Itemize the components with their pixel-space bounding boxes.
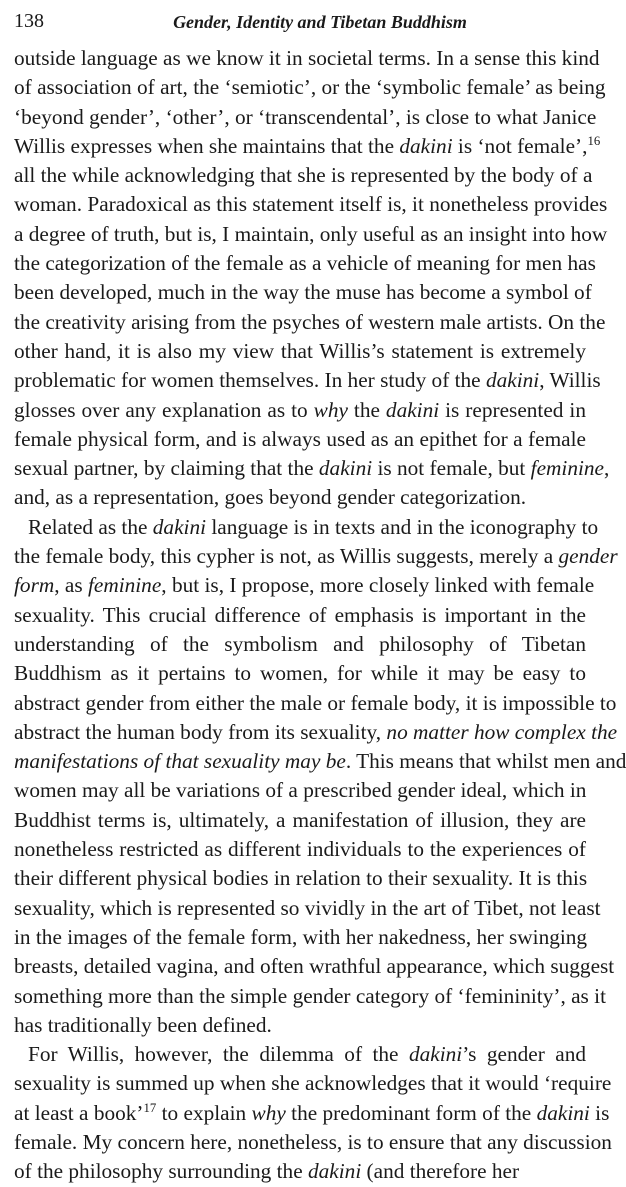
text-run: the creativity arising from the psyches of western male artists. On the: [14, 309, 606, 334]
text-run: breasts, detailed vagina, and often wrathful appearance, which suggest: [14, 954, 615, 979]
text-line: [14, 308, 606, 337]
text-line: [14, 1157, 586, 1186]
text-run: the: [347, 397, 386, 422]
text-run: dakini: [408, 1042, 463, 1067]
text-run: been developed, much in the way the muse has become a symbol of: [14, 280, 592, 305]
text-run: something more than the simple gender category of ‘femininity’, as it: [14, 983, 607, 1008]
text-line: [14, 73, 606, 102]
text-line: [14, 1069, 612, 1098]
text-run: and, as a representation, goes beyond gender categorization.: [14, 485, 527, 510]
text-run: nonetheless restricted as different individuals to the experiences of: [14, 837, 586, 862]
text-run: is ‘not female’,: [452, 133, 588, 158]
text-line: [14, 483, 586, 512]
text-line: [14, 454, 610, 483]
text-run: , as: [54, 573, 88, 598]
text-run: ,: [604, 456, 610, 481]
text-run: feminine: [530, 456, 604, 481]
text-run: sexuality is summed up when she acknowledges that it would ‘require: [14, 1071, 612, 1096]
text-line: [14, 952, 615, 981]
text-run: glosses over any explanation as to: [14, 397, 314, 422]
text-run: dakini: [485, 368, 540, 393]
text-run: sexuality, which is represented so vividly in the art of Tibet, not least: [14, 895, 601, 920]
text-run: , but is, I propose, more closely linked with female: [161, 573, 595, 598]
text-run: women may all be variations of a prescribed gender ideal, which in: [14, 778, 587, 803]
text-run: abstract the human body from its sexuality,: [14, 719, 387, 744]
page-header: [14, 10, 586, 38]
text-run: dakini: [399, 133, 453, 158]
text-run: in the images of the female form, with her nakedness, her swinging: [14, 924, 588, 949]
text-line: [14, 1011, 586, 1040]
text-run: other hand, it is also my view that Willis’s statement is extremely: [14, 338, 586, 363]
text-line: [14, 571, 595, 600]
text-line: [14, 776, 586, 805]
text-run: to explain: [156, 1100, 252, 1125]
text-line: [14, 337, 586, 366]
text-run: of association of art, the ‘semiotic’, or the ‘symbolic female’ as being: [14, 75, 606, 100]
text-run: understanding of the symbolism and philosophy of Tibetan: [14, 631, 586, 656]
text-run: sexuality. This crucial difference of emphasis is important in the: [14, 602, 586, 627]
text-run: gender: [558, 544, 618, 569]
text-line: [14, 220, 608, 249]
text-line: [14, 630, 586, 659]
text-line: [14, 249, 596, 278]
paragraph: [14, 513, 626, 1040]
text-run: the predominant form of the: [285, 1100, 537, 1125]
text-run: female physical form, and is always used as an epithet for a female: [14, 426, 586, 451]
text-run: outside language as we know it in societal terms. In a sense this kind: [14, 46, 600, 70]
footnote-ref: 17: [143, 1100, 157, 1115]
text-line: [14, 1128, 612, 1157]
text-line: [14, 396, 586, 425]
text-line: [14, 425, 586, 454]
text-line: [14, 894, 601, 923]
text-run: Related as the: [28, 514, 153, 539]
text-line: [14, 190, 608, 219]
text-line: [14, 278, 592, 307]
text-run: dakini: [385, 397, 440, 422]
text-line: [14, 689, 617, 718]
text-run: Willis expresses when she maintains that the: [14, 133, 400, 158]
text-run: Buddhist terms is, ultimately, a manifestation of illusion, they are: [14, 807, 586, 832]
text-line: [14, 718, 618, 747]
text-run: ’s gender and: [462, 1042, 586, 1067]
text-run: has traditionally been defined.: [14, 1012, 272, 1037]
text-line: [14, 513, 599, 542]
text-run: why: [313, 397, 348, 422]
text-run: feminine: [87, 573, 162, 598]
text-run: sexual partner, by claiming that the: [14, 456, 319, 481]
text-run: . This means that whilst men and: [345, 749, 626, 774]
text-line: [14, 44, 600, 73]
text-line: [14, 923, 586, 952]
paragraph: [14, 1040, 612, 1186]
text-run: dakini: [152, 514, 207, 539]
text-line: [14, 982, 607, 1011]
text-run: their different physical bodies in relation to their sexuality. It is this: [14, 866, 588, 891]
text-run: a degree of truth, but is, I maintain, only useful as an insight into how: [14, 221, 608, 246]
text-line: [14, 161, 593, 190]
text-run: , Willis: [539, 368, 601, 393]
text-run: the categorization of the female as a vehicle of meaning for men has: [14, 251, 596, 276]
text-line: [14, 806, 586, 835]
text-run: female. My concern here, nonetheless, is to ensure that any discussion: [14, 1129, 612, 1154]
text-run: abstract gender from either the male or female body, it is impossible to: [14, 690, 617, 715]
text-run: For Willis, however, the dilemma of the: [28, 1042, 409, 1067]
text-run: why: [251, 1100, 286, 1125]
text-run: ‘beyond gender’, ‘other’, or ‘transcendental’, is close to what Janice: [14, 104, 597, 129]
text-run: woman. Paradoxical as this statement itself is, it nonetheless provides: [14, 192, 608, 217]
text-run: is represented in: [439, 397, 586, 422]
text-run: Buddhism as it pertains to women, for while it may be easy to: [14, 661, 586, 686]
text-run: dakini: [308, 1159, 362, 1184]
text-line: [14, 864, 586, 893]
text-run: at least a book’: [14, 1100, 144, 1125]
text-line: [14, 103, 597, 132]
text-run: problematic for women themselves. In her study of the: [14, 368, 486, 393]
text-run: the female body, this cypher is not, as Willis suggests, merely a: [14, 544, 559, 569]
text-line: [14, 835, 586, 864]
text-line: [14, 1099, 610, 1128]
text-run: (and therefore her: [361, 1159, 520, 1184]
text-run: dakini: [536, 1100, 590, 1125]
text-run: all the while acknowledging that she is represented by the body of a: [14, 163, 593, 188]
text-run: manifestations of that sexuality may be: [14, 749, 346, 774]
text-run: form: [14, 573, 55, 598]
text-run: dakini: [318, 456, 373, 481]
body-text: [14, 44, 626, 1187]
text-line: [14, 132, 601, 161]
page-number: 138: [14, 10, 44, 32]
text-run: of the philosophy surrounding the: [14, 1159, 308, 1184]
text-run: is not female, but: [372, 456, 531, 481]
text-line: [14, 601, 586, 630]
running-title: Gender, Identity and Tibetan Buddhism: [173, 12, 467, 32]
footnote-ref: 16: [587, 133, 601, 148]
text-line: [14, 747, 626, 776]
text-line: [14, 542, 618, 571]
text-line: [14, 659, 586, 688]
text-run: no matter how complex the: [386, 719, 618, 744]
text-run: language is in texts and in the iconography to: [206, 514, 599, 539]
paragraph: [14, 44, 610, 513]
text-run: is: [589, 1100, 610, 1125]
text-line: [14, 366, 601, 395]
text-line: [14, 1040, 586, 1069]
